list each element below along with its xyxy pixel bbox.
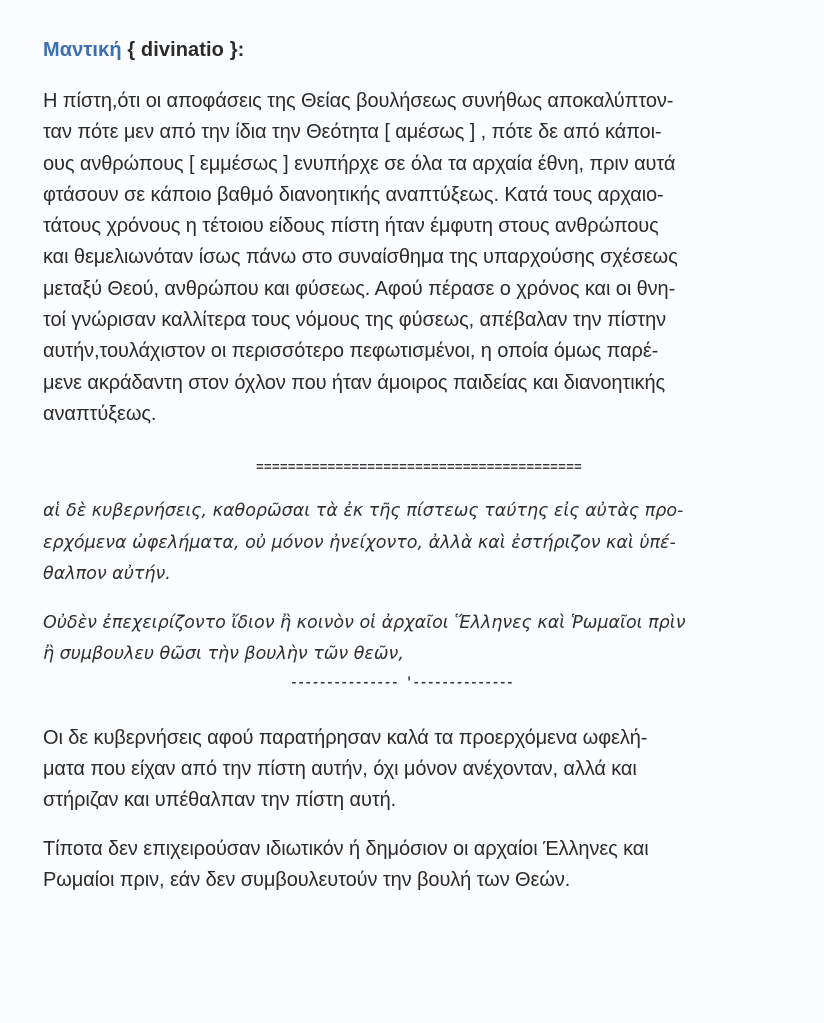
text-line: θαλπον αὐτήν. — [43, 563, 171, 584]
text-line: αἱ δὲ κυβερνήσεις, καθορῶσαι τὰ ἐκ τῆς πίστεως ταύτης εἰς αὐτὰς προ- — [43, 501, 684, 522]
text-line: Οι δε κυβερνήσεις αφού παρατήρησαν καλά τα προερχόμενα ωφελή- — [43, 726, 648, 749]
equals-separator: ========================================= — [255, 460, 582, 476]
text-line: μενε ακράδαντη στον όχλον που ήταν άμοιρος παιδείας και διανοητικής — [43, 371, 666, 394]
text-line: και θεμελιωνόταν ίσως πάνω στο συναίσθημα της υπαρχούσης σχέσεως — [43, 246, 678, 269]
modern-paragraph-1 — [43, 723, 795, 817]
text-line: ταν πότε μεν από την ίδια την Θεότητα [ αμέσως ] , πότε δε από κάποι- — [43, 121, 662, 144]
document-page — [43, 36, 795, 896]
text-line: Η πίστη,ότι οι αποφάσεις της Θείας βουλήσεως συνήθως αποκαλύπτον- — [43, 90, 674, 112]
heading-close-brace: }: — [229, 39, 245, 61]
text-line: ματα που είχαν από την πίστη αυτήν, όχι μόνον ανέχονταν, αλλά και — [43, 758, 637, 781]
spacer — [43, 590, 795, 608]
heading-latin-term: divinatio — [140, 39, 225, 61]
document-heading — [43, 36, 795, 64]
spacer — [43, 695, 795, 723]
text-line: ερχόμενα ὠφελήματα, οὐ μόνον ἠνείχοντο, ἀλλὰ καὶ ἐστήριζον καὶ ὑπέ- — [43, 532, 676, 553]
text-line: αναπτύξεως. — [43, 402, 157, 425]
text-line: ἢ συμβουλευ θῶσι τὴν βουλὴν τῶν θεῶν, — [43, 644, 404, 665]
text-line: Οὐδὲν ἐπεχειρίζοντο ἴδιον ἢ κοινὸν οἱ ἀρχαῖοι Ἕλληνες καὶ Ῥωμαῖοι πρὶν — [43, 613, 686, 634]
heading-open-brace: { — [127, 39, 136, 61]
ancient-paragraph-1 — [43, 496, 795, 590]
intro-paragraph — [43, 86, 795, 430]
text-line: στήριζαν και υπέθαλπαν την πίστη αυτή. — [43, 789, 397, 812]
text-line: Ρωμαίοι πριν, εάν δεν συμβουλευτούν την βουλή των Θεών. — [43, 868, 571, 891]
dash-separator: --------------- '-------------- — [290, 674, 514, 690]
text-line: τοί γνώρισαν καλλίτερα τους νόμους της φύσεως, απέβαλαν την πίστην — [43, 309, 666, 332]
text-line: αυτήν,τουλάχιστον οι περισσότερο πεφωτισμένοι, η οποία όμως παρέ- — [43, 340, 659, 363]
modern-paragraph-2 — [43, 834, 795, 897]
text-line: τάτους χρόνους η τέτοιου είδους πίστη ήταν έμφυτη στους ανθρώπους — [43, 215, 659, 238]
text-line: μεταξύ Θεού, ανθρώπου και φύσεως. Αφού πέρασε ο χρόνος και οι θνη- — [43, 277, 676, 300]
text-line: Τίποτα δεν επιχειρούσαν ιδιωτικόν ή δημόσιον οι αρχαίοι Έλληνες και — [43, 837, 649, 860]
spacer — [43, 817, 795, 834]
text-line: ους ανθρώπους [ εμμέσως ] ενυπήρχε σε όλα τα αρχαία έθνη, πριν αυτά — [43, 152, 676, 175]
heading-term: Μαντική — [43, 39, 122, 61]
ancient-paragraph-2 — [43, 608, 795, 671]
text-line: φτάσουν σε κάποιο βαθμό διανοητικής αναπτύξεως. Κατά τους αρχαιο- — [43, 183, 664, 206]
